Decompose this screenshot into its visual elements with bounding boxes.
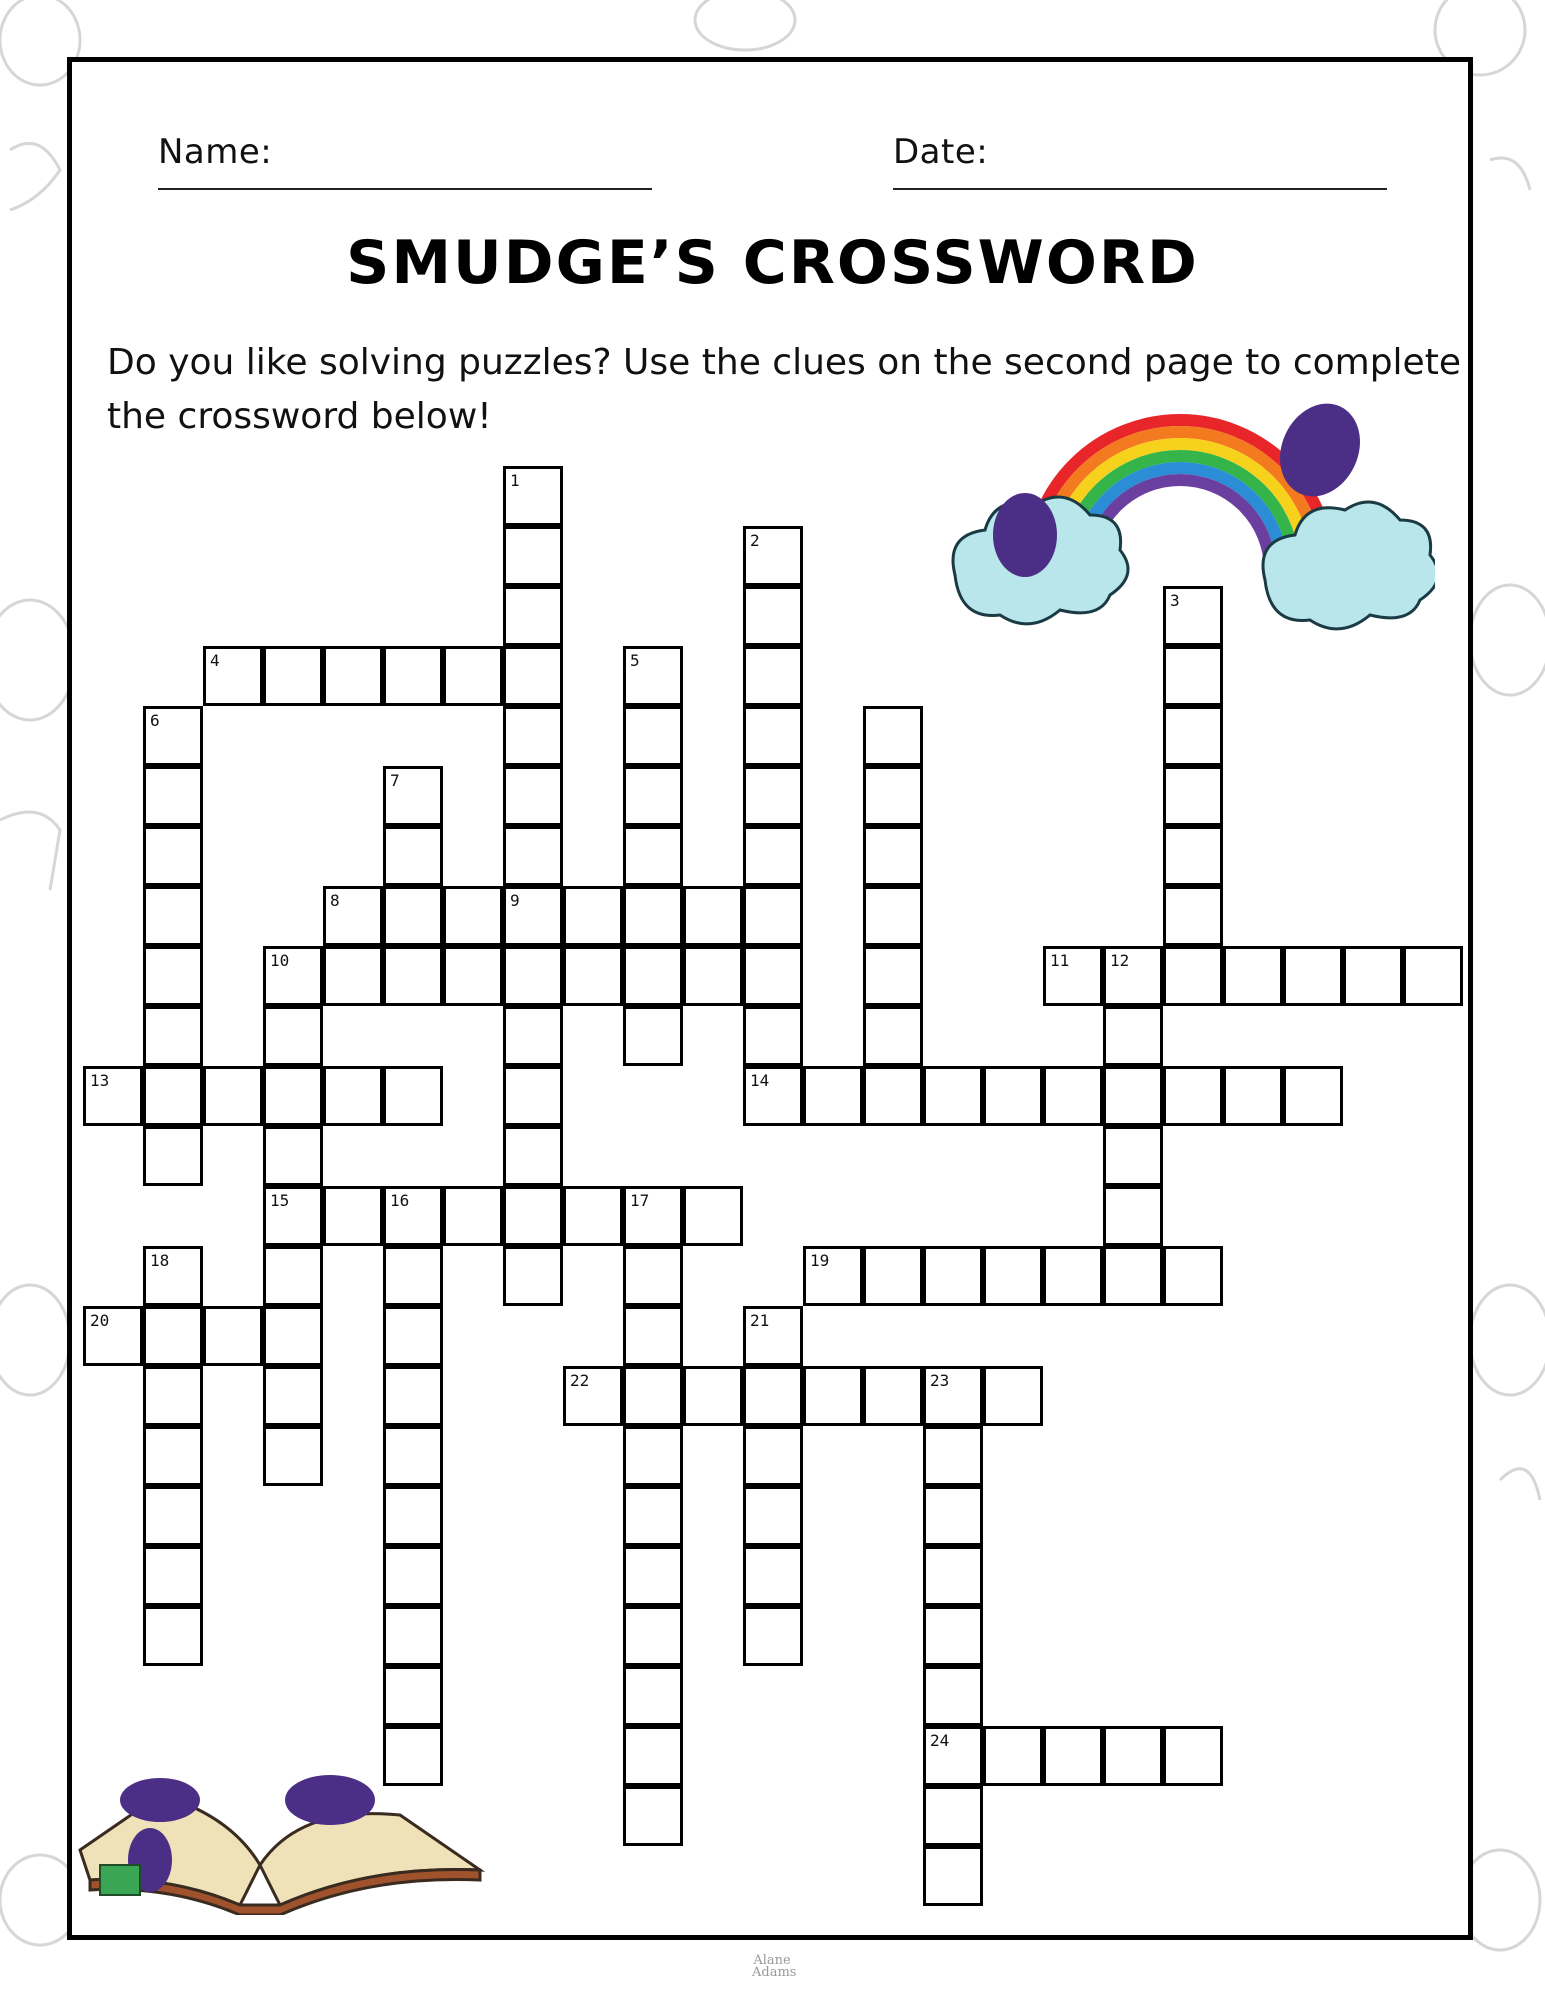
crossword-cell[interactable] [383,1486,443,1546]
crossword-cell[interactable] [443,886,503,946]
crossword-cell[interactable] [683,946,743,1006]
crossword-cell[interactable] [143,1246,203,1306]
crossword-cell[interactable] [863,766,923,826]
page-title: SMUDGE’S CROSSWORD [346,228,1199,298]
crossword-cell[interactable] [623,1786,683,1846]
crossword-cell[interactable] [1103,1066,1163,1126]
crossword-cell[interactable] [923,1366,983,1426]
crossword-cell[interactable] [743,1606,803,1666]
crossword-cell[interactable] [503,586,563,646]
crossword-cell[interactable] [503,1006,563,1066]
crossword-cell[interactable] [503,886,563,946]
crossword-cell[interactable] [503,466,563,526]
crossword-cell[interactable] [743,586,803,646]
crossword-cell[interactable] [83,1306,143,1366]
clue-number: 8 [330,891,340,910]
crossword-cell[interactable] [263,1366,323,1426]
crossword-cell[interactable] [743,706,803,766]
crossword-cell[interactable] [503,706,563,766]
crossword-cell[interactable] [1343,946,1403,1006]
crossword-cell[interactable] [383,1066,443,1126]
crossword-cell[interactable] [923,1726,983,1786]
crossword-cell[interactable] [983,1246,1043,1306]
crossword-cell[interactable] [623,1606,683,1666]
crossword-cell[interactable] [443,946,503,1006]
clue-number: 2 [750,531,760,550]
crossword-cell[interactable] [503,1246,563,1306]
crossword-cell[interactable] [503,766,563,826]
crossword-cell[interactable] [203,1306,263,1366]
crossword-cell[interactable] [203,1066,263,1126]
crossword-cell[interactable] [443,1186,503,1246]
crossword-cell[interactable] [143,766,203,826]
crossword-cell[interactable] [623,886,683,946]
crossword-cell[interactable] [803,1366,863,1426]
crossword-cell[interactable] [503,826,563,886]
crossword-cell[interactable] [383,1546,443,1606]
crossword-cell[interactable] [383,1186,443,1246]
crossword-cell[interactable] [683,1186,743,1246]
crossword-cell[interactable] [863,1006,923,1066]
crossword-cell[interactable] [743,1546,803,1606]
crossword-cell[interactable] [143,1486,203,1546]
crossword-cell[interactable] [863,1066,923,1126]
crossword-cell[interactable] [1163,646,1223,706]
publisher-logo: Alane Adams [752,1953,797,1980]
crossword-cell[interactable] [623,1186,683,1246]
crossword-cell[interactable] [503,1186,563,1246]
crossword-cell[interactable] [863,1246,923,1306]
crossword-cell[interactable] [623,766,683,826]
crossword-cell[interactable] [143,1546,203,1606]
crossword-cell[interactable] [743,1006,803,1066]
crossword-cell[interactable] [1163,766,1223,826]
crossword-cell[interactable] [383,1606,443,1666]
crossword-cell[interactable] [563,946,623,1006]
clue-number: 6 [150,711,160,730]
crossword-cell[interactable] [1163,1066,1223,1126]
crossword-cell[interactable] [983,1066,1043,1126]
crossword-cell[interactable] [623,1366,683,1426]
crossword-cell[interactable] [863,886,923,946]
clue-number: 12 [1110,951,1130,970]
crossword-cell[interactable] [383,826,443,886]
crossword-cell[interactable] [923,1066,983,1126]
crossword-cell[interactable] [143,1426,203,1486]
crossword-cell[interactable] [83,1066,143,1126]
crossword-cell[interactable] [743,946,803,1006]
crossword-cell[interactable] [1103,1006,1163,1066]
crossword-cell[interactable] [1163,946,1223,1006]
crossword-cell[interactable] [743,1426,803,1486]
clue-number: 9 [510,891,520,910]
crossword-cell[interactable] [623,706,683,766]
crossword-cell[interactable] [1043,946,1103,1006]
crossword-cell[interactable] [383,1666,443,1726]
crossword-cell[interactable] [923,1606,983,1666]
crossword-cell[interactable] [1103,1246,1163,1306]
crossword-cell[interactable] [743,1366,803,1426]
crossword-cell[interactable] [803,1066,863,1126]
crossword-cell[interactable] [143,706,203,766]
clue-number: 14 [750,1071,770,1090]
date-label: Date: [893,132,989,172]
crossword-cell[interactable] [143,1606,203,1666]
crossword-cell[interactable] [1163,586,1223,646]
clue-number: 17 [630,1191,650,1210]
crossword-cell[interactable] [383,766,443,826]
clue-number: 4 [210,651,220,670]
crossword-cell[interactable] [503,1126,563,1186]
intro-text: Do you like solving puzzles? Use the clues on the second page to complete the crossword below! [107,342,1461,437]
crossword-cell[interactable] [743,886,803,946]
clue-number: 1 [510,471,520,490]
clue-number: 19 [810,1251,830,1270]
crossword-cell[interactable] [203,646,263,706]
crossword-cell[interactable] [923,1246,983,1306]
crossword-cell[interactable] [263,946,323,1006]
crossword-cell[interactable] [743,1306,803,1366]
crossword-cell[interactable] [623,1006,683,1066]
clue-number: 21 [750,1311,770,1330]
crossword-cell[interactable] [863,946,923,1006]
crossword-cell[interactable] [383,1726,443,1786]
crossword-cell[interactable] [983,1726,1043,1786]
clue-number: 18 [150,1251,170,1270]
crossword-cell[interactable] [383,1426,443,1486]
crossword-cell[interactable] [143,1006,203,1066]
crossword-cell[interactable] [623,1726,683,1786]
crossword-cell[interactable] [563,886,623,946]
crossword-cell[interactable] [743,766,803,826]
crossword-cell[interactable] [683,1366,743,1426]
crossword-cell[interactable] [143,1126,203,1186]
crossword-cell[interactable] [263,1306,323,1366]
crossword-cell[interactable] [1163,826,1223,886]
crossword-cell[interactable] [923,1486,983,1546]
crossword-cell[interactable] [1163,706,1223,766]
crossword-cell[interactable] [623,1546,683,1606]
clue-number: 20 [90,1311,110,1330]
crossword-cell[interactable] [743,646,803,706]
crossword-cell[interactable] [1163,1246,1223,1306]
crossword-cell[interactable] [383,1366,443,1426]
crossword-cell[interactable] [1043,1726,1103,1786]
crossword-cell[interactable] [503,946,563,1006]
crossword-cell[interactable] [1103,946,1163,1006]
crossword-cell[interactable] [563,1366,623,1426]
crossword-cell[interactable] [263,1426,323,1486]
crossword-cell[interactable] [623,1306,683,1366]
crossword-cell[interactable] [923,1546,983,1606]
crossword-cell[interactable] [143,886,203,946]
crossword-cell[interactable] [323,946,383,1006]
crossword-cell[interactable] [383,1246,443,1306]
crossword-cell[interactable] [563,1186,623,1246]
crossword-cell[interactable] [743,1066,803,1126]
crossword-cell[interactable] [503,526,563,586]
crossword-cell[interactable] [263,1126,323,1186]
crossword-cell[interactable] [1403,946,1463,1006]
crossword-cell[interactable] [323,646,383,706]
crossword-cell[interactable] [743,1486,803,1546]
crossword-cell[interactable] [443,646,503,706]
crossword-cell[interactable] [143,1066,203,1126]
crossword-cell[interactable] [803,1246,863,1306]
crossword-cell[interactable] [1103,1126,1163,1186]
crossword-cell[interactable] [623,1486,683,1546]
crossword-cell[interactable] [1103,1726,1163,1786]
crossword-cell[interactable] [323,1186,383,1246]
crossword-cell[interactable] [623,1666,683,1726]
crossword-cell[interactable] [1283,946,1343,1006]
crossword-cell[interactable] [623,1426,683,1486]
crossword-cell[interactable] [383,646,443,706]
crossword-cell[interactable] [263,1066,323,1126]
crossword-cell[interactable] [863,1366,923,1426]
crossword-cell[interactable] [923,1846,983,1906]
crossword-cell[interactable] [743,526,803,586]
crossword-cell[interactable] [263,646,323,706]
crossword-cell[interactable] [263,1186,323,1246]
crossword-cell[interactable] [623,946,683,1006]
clue-number: 11 [1050,951,1070,970]
crossword-cell[interactable] [743,826,803,886]
crossword-cell[interactable] [143,826,203,886]
crossword-cell[interactable] [1043,1246,1103,1306]
crossword-cell[interactable] [503,1066,563,1126]
crossword-cell[interactable] [383,946,443,1006]
crossword-cell[interactable] [143,946,203,1006]
clue-number: 22 [570,1371,590,1390]
clue-number: 13 [90,1071,110,1090]
crossword-cell[interactable] [1223,1066,1283,1126]
crossword-cell[interactable] [1043,1066,1103,1126]
crossword-cell[interactable] [323,886,383,946]
crossword-cell[interactable] [143,1306,203,1366]
crossword-cell[interactable] [1163,886,1223,946]
clue-number: 5 [630,651,640,670]
crossword-cell[interactable] [923,1786,983,1846]
crossword-cell[interactable] [383,1306,443,1366]
crossword-cell[interactable] [1223,946,1283,1006]
clue-number: 16 [390,1191,410,1210]
crossword-cell[interactable] [863,826,923,886]
name-label: Name: [158,132,273,172]
clue-number: 7 [390,771,400,790]
crossword-cell[interactable] [143,1366,203,1426]
crossword-cell[interactable] [1283,1066,1343,1126]
crossword-cell[interactable] [383,886,443,946]
clue-number: 3 [1170,591,1180,610]
clue-number: 10 [270,951,290,970]
crossword-cell[interactable] [863,706,923,766]
crossword-cell[interactable] [623,1246,683,1306]
crossword-cell[interactable] [263,1006,323,1066]
crossword-cell[interactable] [923,1426,983,1486]
clue-number: 15 [270,1191,290,1210]
crossword-cell[interactable] [623,826,683,886]
clue-number: 23 [930,1371,950,1390]
crossword-cell[interactable] [923,1666,983,1726]
crossword-cell[interactable] [1163,1726,1223,1786]
clue-number: 24 [930,1731,950,1750]
crossword-cell[interactable] [683,886,743,946]
crossword-cell[interactable] [1103,1186,1163,1246]
crossword-cell[interactable] [323,1066,383,1126]
crossword-cell[interactable] [623,646,683,706]
crossword-cell[interactable] [263,1246,323,1306]
crossword-cell[interactable] [983,1366,1043,1426]
crossword-cell[interactable] [503,646,563,706]
